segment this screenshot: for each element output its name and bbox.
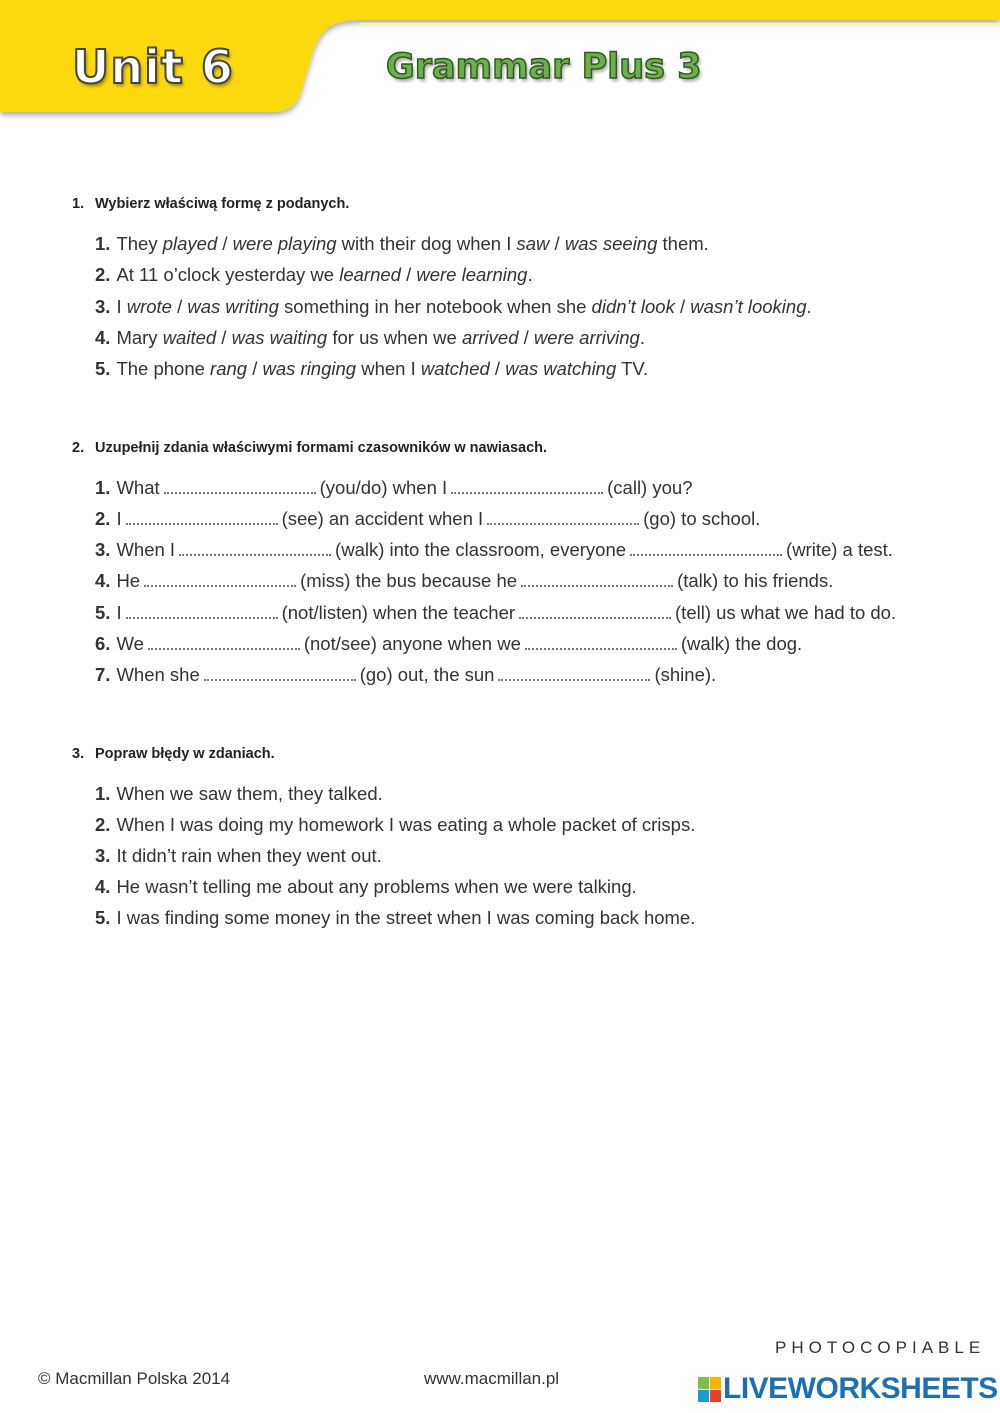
- item-number: 1.: [95, 233, 111, 254]
- sentence-text: .: [639, 327, 645, 348]
- item-number: 4.: [95, 327, 111, 348]
- item-number: 3.: [95, 296, 111, 317]
- sentence-text: when I: [356, 358, 421, 379]
- option-text: was writing: [187, 296, 279, 317]
- exercise-item: [95, 876, 637, 898]
- exercise-item: [95, 264, 533, 286]
- exercise-item: [95, 477, 692, 499]
- exercise-item: [95, 570, 833, 592]
- answer-blank[interactable]: [148, 634, 300, 650]
- item-number: 1.: [95, 783, 111, 804]
- answer-blank[interactable]: [179, 540, 331, 556]
- exercise-2-instruction: [72, 440, 547, 456]
- sentence-text: It didn’t rain when they went out.: [116, 845, 382, 866]
- item-number: 5.: [95, 907, 111, 928]
- sentence-text: When I was doing my homework I was eating a whole packet of crisps.: [116, 814, 696, 835]
- exercise-item: [95, 664, 716, 686]
- exercise-item: [95, 327, 645, 349]
- item-number: 7.: [95, 664, 111, 685]
- sentence-text: (talk) to his friends.: [677, 570, 834, 591]
- answer-blank[interactable]: [630, 540, 782, 556]
- sentence-text: (shine).: [654, 664, 717, 685]
- exercise-item: [95, 814, 695, 836]
- option-text: were arriving: [533, 327, 640, 348]
- sentence-text: I: [116, 296, 127, 317]
- exercise-item: [95, 296, 812, 318]
- sentence-text: I was finding some money in the street when I was coming back home.: [116, 907, 696, 928]
- sentence-text: (write) a test.: [786, 539, 893, 560]
- answer-blank[interactable]: [204, 665, 356, 681]
- item-number: 3.: [95, 539, 111, 560]
- item-number: 4.: [95, 570, 111, 591]
- unit-title: Unit 6: [72, 40, 234, 94]
- sentence-text: (walk) the dog.: [680, 633, 803, 654]
- sentence-text: (see) an accident when I: [281, 508, 484, 529]
- option-text: arrived: [461, 327, 519, 348]
- instruction-text: Uzupełnij zdania właściwymi formami czasowników w nawiasach.: [95, 440, 548, 456]
- option-text: were playing: [232, 233, 337, 254]
- answer-blank[interactable]: [487, 509, 639, 525]
- sentence-text: /: [549, 233, 565, 254]
- exercise-item: [95, 633, 802, 655]
- sentence-text: .: [806, 296, 812, 317]
- exercise-item: [95, 783, 383, 805]
- exercise-item: [95, 602, 896, 624]
- sentence-text: At 11 o’clock yesterday we: [116, 264, 340, 285]
- sentence-text: /: [217, 233, 233, 254]
- liveworksheets-logo-icon: [698, 1377, 721, 1402]
- option-text: didn’t look: [591, 296, 675, 317]
- answer-blank[interactable]: [126, 603, 278, 619]
- sentence-text: /: [518, 327, 534, 348]
- sentence-text: /: [489, 358, 506, 379]
- sentence-text: When she: [116, 664, 200, 685]
- sentence-text: /: [171, 296, 188, 317]
- item-number: 2.: [95, 264, 111, 285]
- sentence-text: They: [116, 233, 163, 254]
- sentence-text: (go) out, the sun: [359, 664, 495, 685]
- exercise-number: 3.: [72, 746, 85, 762]
- sentence-text: I: [116, 602, 122, 623]
- sentence-text: /: [674, 296, 691, 317]
- worksheet-title: Grammar Plus 3: [386, 47, 702, 87]
- item-number: 5.: [95, 358, 111, 379]
- sentence-text: for us when we: [327, 327, 462, 348]
- sentence-text: them.: [657, 233, 709, 254]
- option-text: wasn’t looking: [690, 296, 807, 317]
- option-text: learned: [339, 264, 401, 285]
- instruction-text: Wybierz właściwą formę z podanych.: [95, 196, 350, 212]
- item-number: 3.: [95, 845, 111, 866]
- sentence-text: (tell) us what we had to do.: [675, 602, 897, 623]
- answer-blank[interactable]: [451, 478, 603, 494]
- item-number: 2.: [95, 508, 111, 529]
- instruction-text: Popraw błędy w zdaniach.: [95, 746, 275, 762]
- option-text: saw: [516, 233, 550, 254]
- sentence-text: (miss) the bus because he: [300, 570, 518, 591]
- item-number: 1.: [95, 477, 111, 498]
- option-text: was waiting: [231, 327, 328, 348]
- sentence-text: When I: [116, 539, 176, 560]
- sentence-text: Mary: [116, 327, 163, 348]
- sentence-text: something in her notebook when she: [278, 296, 592, 317]
- watermark-text: LIVEWORKSHEETS: [723, 1372, 998, 1405]
- option-text: was ringing: [262, 358, 357, 379]
- option-text: was watching: [505, 358, 617, 379]
- exercise-item: [95, 508, 760, 530]
- sentence-text: He: [116, 570, 141, 591]
- sentence-text: I: [116, 508, 122, 529]
- sentence-text: /: [247, 358, 263, 379]
- sentence-text: with their dog when I: [336, 233, 517, 254]
- sentence-text: (walk) into the classroom, everyone: [335, 539, 627, 560]
- sentence-text: (not/listen) when the teacher: [281, 602, 516, 623]
- item-number: 5.: [95, 602, 111, 623]
- exercise-number: 1.: [72, 196, 85, 212]
- sentence-text: .: [527, 264, 533, 285]
- sentence-text: (not/see) anyone when we: [303, 633, 521, 654]
- option-text: waited: [162, 327, 217, 348]
- sentence-text: The phone: [116, 358, 211, 379]
- item-number: 2.: [95, 814, 111, 835]
- exercise-item: [95, 539, 893, 561]
- sentence-text: (you/do) when I: [319, 477, 448, 498]
- answer-blank[interactable]: [525, 634, 677, 650]
- option-text: was seeing: [564, 233, 658, 254]
- option-text: rang: [210, 358, 248, 379]
- item-number: 6.: [95, 633, 111, 654]
- photocopiable-label: PHOTOCOPIABLE: [775, 1338, 986, 1357]
- sentence-text: /: [400, 264, 417, 285]
- exercise-number: 2.: [72, 440, 85, 456]
- sentence-text: TV.: [616, 358, 649, 379]
- answer-blank[interactable]: [498, 665, 650, 681]
- answer-blank[interactable]: [164, 478, 316, 494]
- sentence-text: /: [216, 327, 232, 348]
- sentence-text: When we saw them, they talked.: [116, 783, 383, 804]
- sentence-text: We: [116, 633, 144, 654]
- sentence-text: (call) you?: [607, 477, 693, 498]
- answer-blank[interactable]: [144, 571, 296, 587]
- copyright: © Macmillan Polska 2014: [38, 1369, 231, 1388]
- option-text: were learning: [416, 264, 528, 285]
- option-text: wrote: [126, 296, 172, 317]
- option-text: watched: [420, 358, 490, 379]
- option-text: played: [162, 233, 218, 254]
- exercise-3-instruction: [72, 746, 275, 762]
- exercise-item: [95, 233, 709, 255]
- exercise-item: [95, 358, 648, 380]
- liveworksheets-watermark: [698, 1372, 998, 1406]
- sentence-text: What: [116, 477, 160, 498]
- answer-blank[interactable]: [126, 509, 278, 525]
- exercise-item: [95, 845, 382, 867]
- sentence-text: He wasn’t telling me about any problems when we were talking.: [116, 876, 637, 897]
- item-number: 4.: [95, 876, 111, 897]
- sentence-text: (go) to school.: [643, 508, 761, 529]
- exercise-item: [95, 907, 695, 929]
- answer-blank[interactable]: [521, 571, 673, 587]
- exercise-1-instruction: [72, 196, 349, 212]
- publisher-url: www.macmillan.pl: [424, 1369, 560, 1388]
- answer-blank[interactable]: [519, 603, 671, 619]
